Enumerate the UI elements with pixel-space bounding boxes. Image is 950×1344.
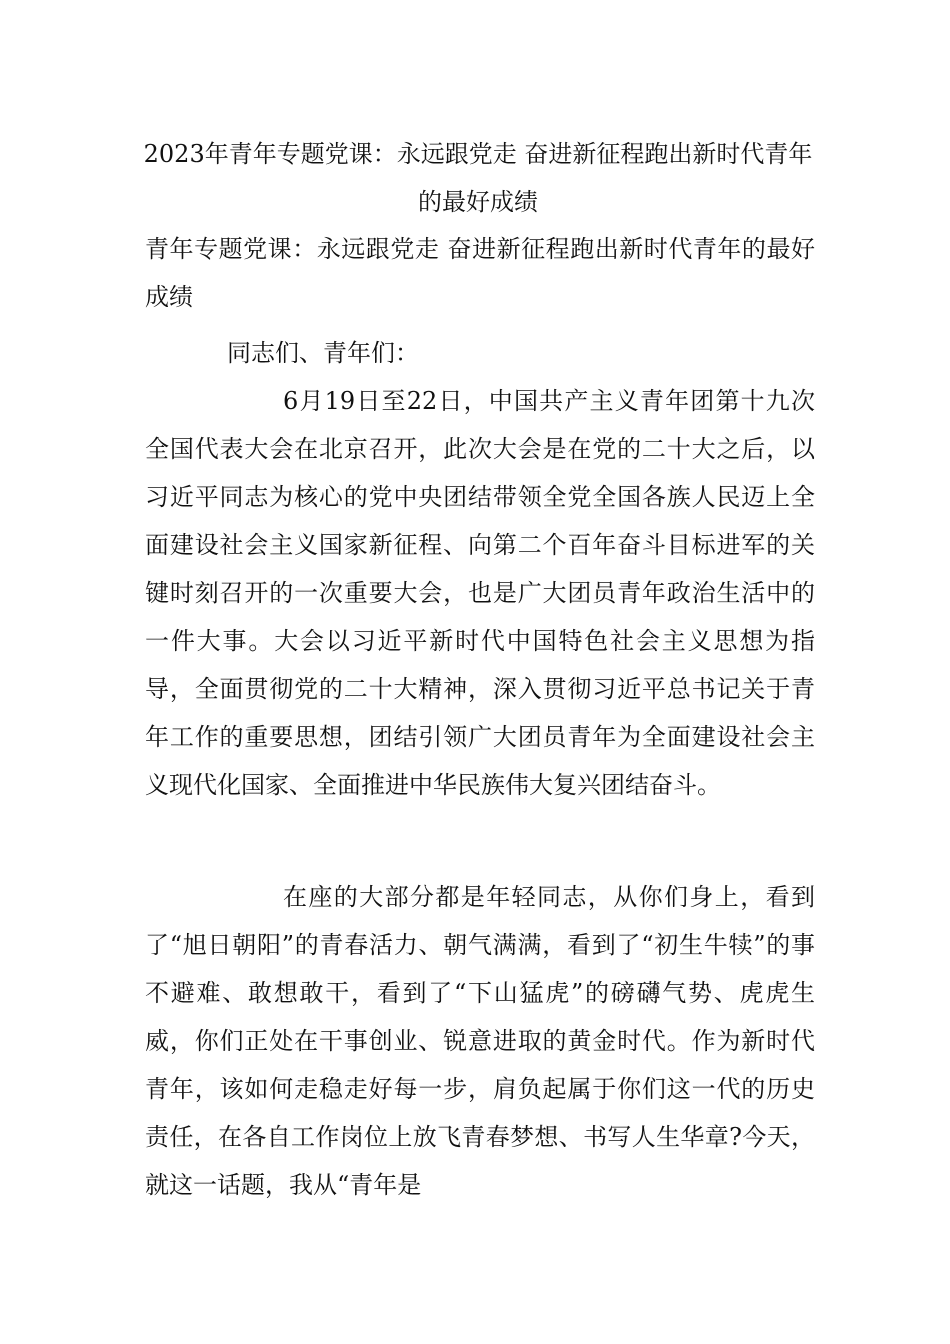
- paragraph-2: 在座的大部分都是年轻同志，从你们身上，看到了“旭日朝阳”的青春活力、朝气满满，看到了“初生牛犊”的事不避难、敢想敢干，看到了“下山猛虎”的磅礴气势、虎虎生威，你们正处在干事创业、锐意进取的黄金时代。作为新时代青年，该如何走稳走好每一步，肩负起属于你们这一代的历史责任，在各自工作岗位上放飞青春梦想、书写人生华章?今天，就这一话题，我从“青年是: [145, 883, 815, 1199]
- document-title: 2023年青年专题党课：永远跟党走 奋进新征程跑出新时代青年的最好成绩: [143, 140, 813, 216]
- greeting: 同志们、青年们：: [227, 339, 419, 367]
- document-subtitle: 青年专题党课：永远跟党走 奋进新征程跑出新时代青年的最好成绩: [145, 235, 815, 311]
- paragraph-1: 6月19日至22日，中国共产主义青年团第十九次全国代表大会在北京召开，此次大会是在党的二十大之后，以习近平同志为核心的党中央团结带领全党全国各族人民迈上全面建设社会主义国家新征程、向第二个百年奋斗目标进军的关键时刻召开的一次重要大会，也是广大团员青年政治生活中的一件大事。大会以习近平新时代中国特色社会主义思想为指导，全面贯彻党的二十大精神，深入贯彻习近平总书记关于青年工作的重要思想，团结引领广大团员青年为全面建设社会主义现代化国家、全面推进中华民族伟大复兴团结奋斗。: [145, 387, 815, 799]
